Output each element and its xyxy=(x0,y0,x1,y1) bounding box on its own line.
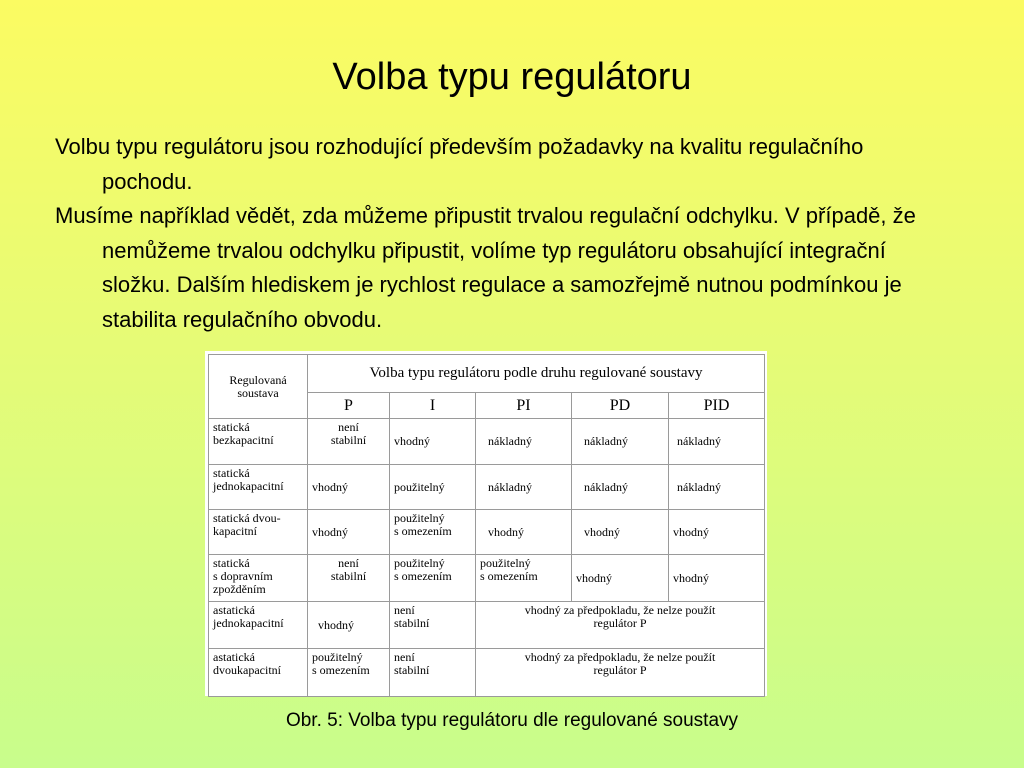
table-cell: použitelný s omezením xyxy=(476,555,572,602)
table-corner-header: Regulovaná soustava xyxy=(209,355,308,419)
figure-caption: Obr. 5: Volba typu regulátoru dle regulované soustavy xyxy=(285,710,739,731)
table-cell: použitelný xyxy=(390,465,476,510)
column-header-pi: PI xyxy=(476,393,572,419)
row-name: statická bezkapacitní xyxy=(209,419,308,465)
table-cell: vhodný xyxy=(308,510,390,555)
row-name: statická s dopravním zpožděním xyxy=(209,555,308,602)
controller-selection-table xyxy=(208,354,765,697)
table-cell: vhodný xyxy=(476,510,572,555)
paragraph-1: Volbu typu regulátoru jsou rozhodující především požadavky na kvalitu regulačního pochodu. xyxy=(55,134,864,194)
row-name: statická dvou- kapacitní xyxy=(209,510,308,555)
table-cell: není stabilní xyxy=(390,649,476,697)
body-text xyxy=(55,130,955,337)
table-cell: vhodný xyxy=(308,602,390,649)
table-title: Volba typu regulátoru podle druhu regulované soustavy xyxy=(308,355,765,393)
table-cell: použitelný s omezením xyxy=(390,555,476,602)
table-row xyxy=(209,510,765,555)
table-row xyxy=(209,555,765,602)
row-name: astatická jednokapacitní xyxy=(209,602,308,649)
slide-title: Volba typu regulátoru xyxy=(332,56,692,98)
table-cell: nákladný xyxy=(669,419,765,465)
table-cell: vhodný xyxy=(669,510,765,555)
table-row xyxy=(209,602,765,649)
table-cell: nákladný xyxy=(476,465,572,510)
table-row xyxy=(209,419,765,465)
table-cell: nákladný xyxy=(669,465,765,510)
table-cell: vhodný xyxy=(390,419,476,465)
table-cell: vhodný xyxy=(308,465,390,510)
table-cell: použitelný s omezením xyxy=(390,510,476,555)
table-cell: nákladný xyxy=(572,465,669,510)
column-header-pid: PID xyxy=(669,393,765,419)
table-cell: vhodný xyxy=(572,510,669,555)
table-cell: není stabilní xyxy=(308,419,390,465)
table-cell: vhodný xyxy=(669,555,765,602)
table-cell: není stabilní xyxy=(390,602,476,649)
controller-selection-table-figure xyxy=(205,351,767,696)
table-row xyxy=(209,465,765,510)
table-row xyxy=(209,649,765,697)
row-name: statická jednokapacitní xyxy=(209,465,308,510)
table-cell-merged: vhodný za předpokladu, že nelze použít regulátor P xyxy=(476,602,765,649)
paragraph-2: Musíme například vědět, zda můžeme připustit trvalou regulační odchylku. V případě, že nemůžeme trvalou odchylku připustit, volíme typ regulátoru obsahující integrační složku. Dalším hlediskem je rychlost regulace a samozřejmě nutnou podmínkou je stabilita regulačního obvodu. xyxy=(55,203,916,332)
row-name: astatická dvoukapacitní xyxy=(209,649,308,697)
table-cell-merged: vhodný za předpokladu, že nelze použít regulátor P xyxy=(476,649,765,697)
column-header-pd: PD xyxy=(572,393,669,419)
table-cell: nákladný xyxy=(572,419,669,465)
column-header-p: P xyxy=(308,393,390,419)
table-cell: není stabilní xyxy=(308,555,390,602)
column-header-i: I xyxy=(390,393,476,419)
table-cell: použitelný s omezením xyxy=(308,649,390,697)
table-cell: vhodný xyxy=(572,555,669,602)
table-cell: nákladný xyxy=(476,419,572,465)
